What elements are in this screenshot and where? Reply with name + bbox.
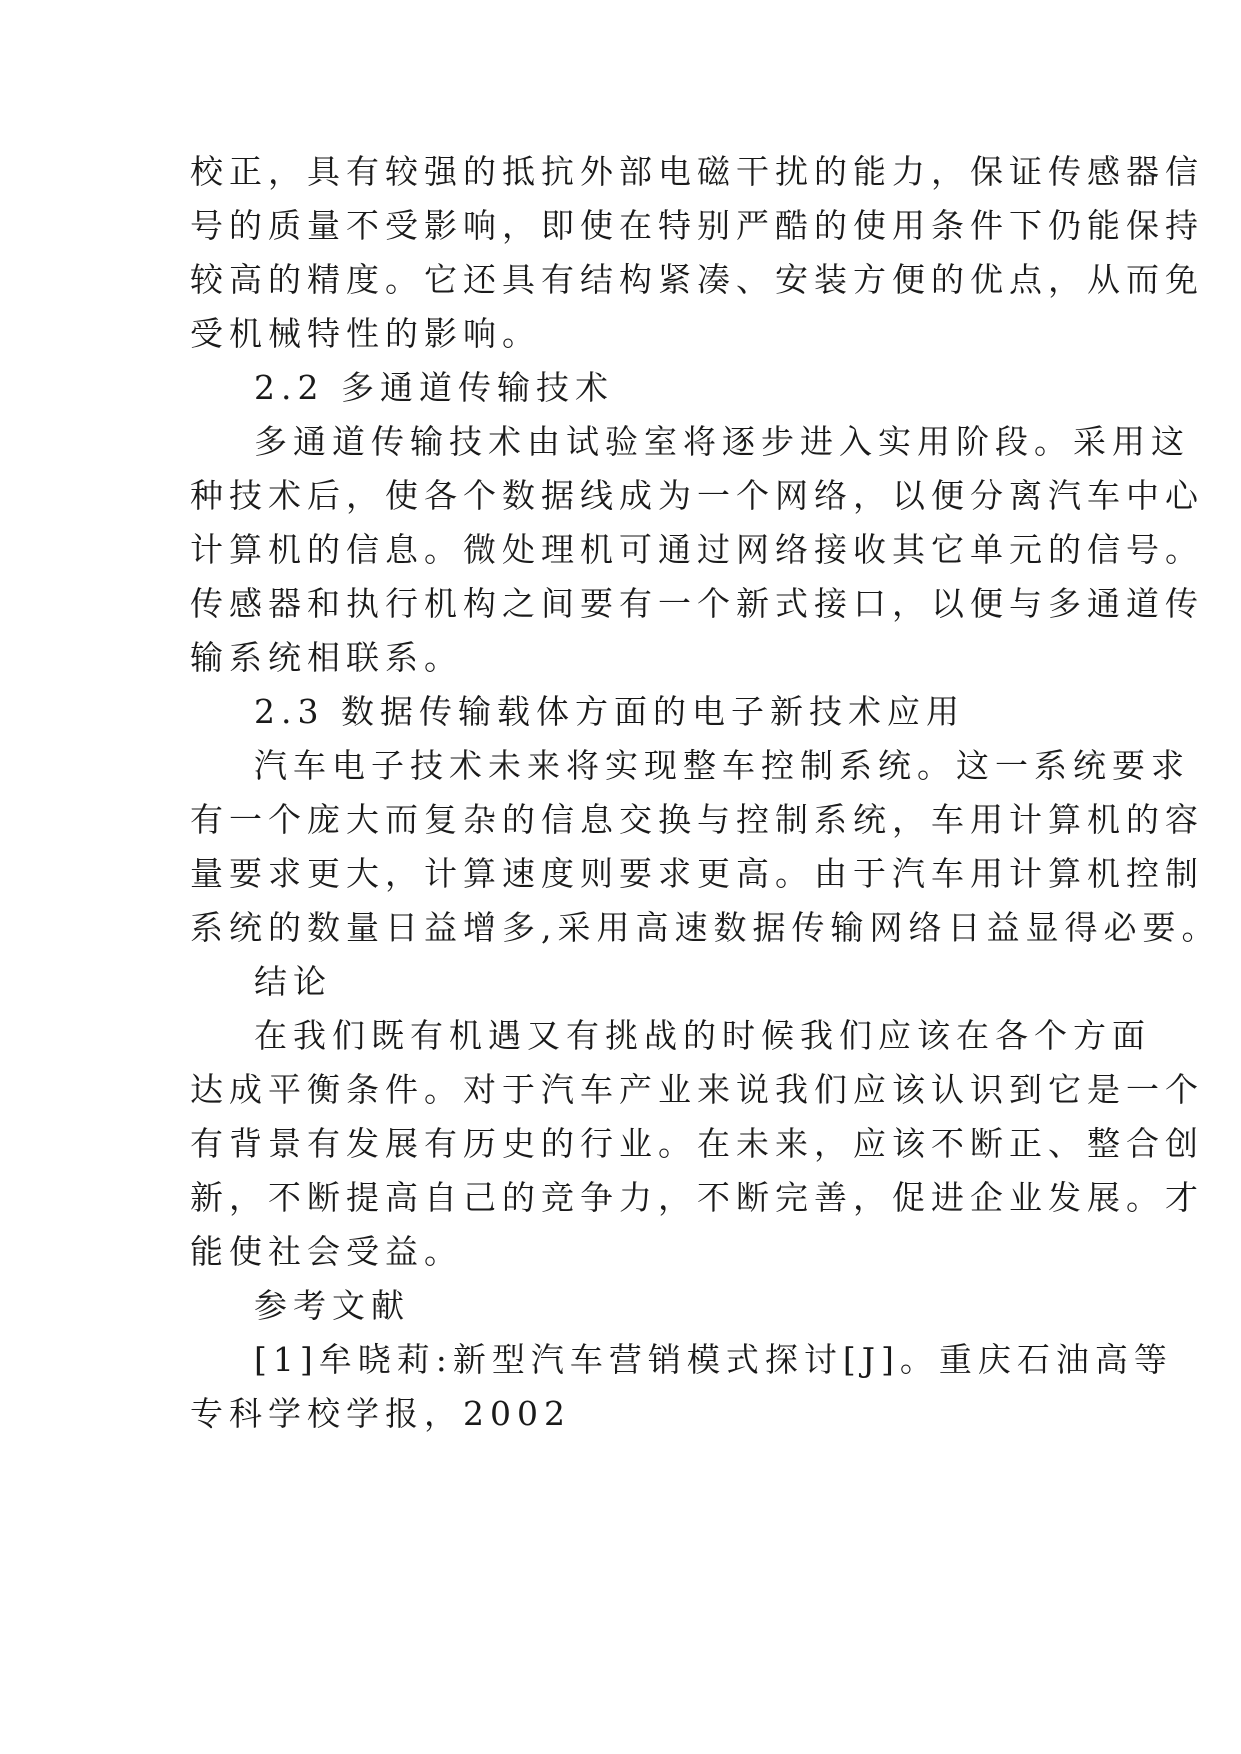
body-text-line: 新，不断提高自己的竞争力，不断完善，促进企业发展。才 [190,1178,1204,1217]
body-text-line: 受机械特性的影响。 [190,314,541,353]
body-text-line: 汽车电子技术未来将实现整车控制系统。这一系统要求 [254,746,1190,785]
section-heading-2-3: 2.3 数据传输载体方面的电子新技术应用 [254,692,965,731]
body-text-line: 号的质量不受影响，即使在特别严酷的使用条件下仍能保持 [190,206,1204,245]
body-text-line: 校正，具有较强的抵抗外部电磁干扰的能力，保证传感器信 [190,152,1204,191]
body-text-line: 较高的精度。它还具有结构紧凑、安装方便的优点，从而免 [190,260,1204,299]
body-text-line: 在我们既有机遇又有挑战的时候我们应该在各个方面 [254,1016,1151,1055]
body-text-line: 能使社会受益。 [190,1232,463,1271]
reference-entry: [1]牟晓莉:新型汽车营销模式探讨[J]。重庆石油高等 [254,1340,1173,1379]
body-text-line: 量要求更大，计算速度则要求更高。由于汽车用计算机控制 [190,854,1204,893]
body-text-line: 传感器和执行机构之间要有一个新式接口，以便与多通道传 [190,584,1204,623]
section-heading-2-2: 2.2 多通道传输技术 [254,368,614,407]
section-heading-conclusion: 结论 [254,962,332,1001]
body-text-line: 达成平衡条件。对于汽车产业来说我们应该认识到它是一个 [190,1070,1204,1109]
reference-entry-continued: 专科学校学报，2002 [190,1394,571,1433]
body-text-line: 多通道传输技术由试验室将逐步进入实用阶段。采用这 [254,422,1190,461]
body-text-line: 有背景有发展有历史的行业。在未来，应该不断正、整合创 [190,1124,1204,1163]
body-text-line: 有一个庞大而复杂的信息交换与控制系统，车用计算机的容 [190,800,1204,839]
section-heading-references: 参考文献 [254,1286,410,1325]
body-text-line: 输系统相联系。 [190,638,463,677]
body-text-line: 计算机的信息。微处理机可通过网络接收其它单元的信号。 [190,530,1204,569]
body-text-line: 系统的数量日益增多,采用高速数据传输网络日益显得必要。 [190,908,1221,947]
body-text-line: 种技术后，使各个数据线成为一个网络，以便分离汽车中心 [190,476,1204,515]
